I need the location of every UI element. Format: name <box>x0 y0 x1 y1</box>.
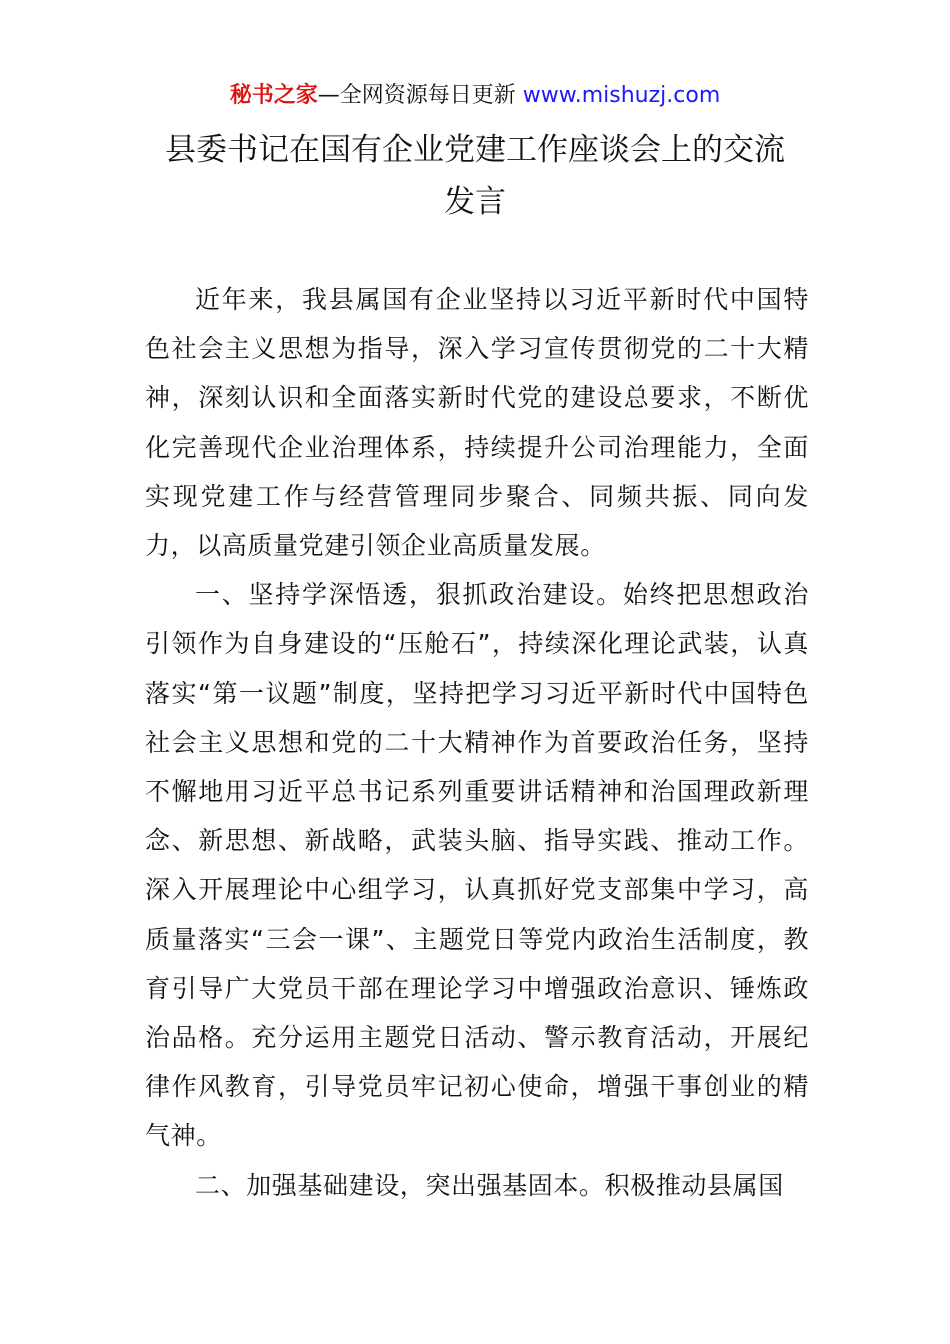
watermark-url: www.mishuzj.com <box>522 83 721 108</box>
watermark-tagline: —全网资源每日更新 <box>317 83 516 108</box>
watermark-header <box>0 80 950 112</box>
paragraph-intro: 近年来，我县属国有企业坚持以习近平新时代中国特色社会主义思想为指导，深入学习宣传贯彻党的二十大精神，深刻认识和全面落实新时代党的建设总要求，不断优化完善现代企业治理体系，持续提升公司治理能力，全面实现党建工作与经营管理同步聚合、同频共振、同向发力，以高质量党建引领企业高质量发展。 <box>145 285 809 561</box>
document-title-line-1: 县委书记在国有企业党建工作座谈会上的交流 <box>165 132 785 168</box>
document-body <box>145 275 809 1210</box>
paragraph-section-1: 一、坚持学深悟透，狠抓政治建设。始终把思想政治引领作为自身建设的“压舱石”，持续深化理论武装，认真落实“第一议题”制度，坚持把学习习近平新时代中国特色社会主义思想和党的二十大精神作为首要政治任务，坚持不懈地用习近平总书记系列重要讲话精神和治国理政新理念、新思想、新战略，武装头脑、指导实践、推动工作。深入开展理论中心组学习，认真抓好党支部集中学习，高质量落实“三会一课”、主题党日等党内政治生活制度，教育引导广大党员干部在理论学习中增强政治意识、锤炼政治品格。充分运用主题党日活动、警示教育活动，开展纪律作风教育，引导党员牢记初心使命，增强干事创业的精气神。 <box>145 580 809 1151</box>
document-title <box>140 124 810 228</box>
watermark-brand: 秘书之家 <box>229 83 318 108</box>
document-title-line-2: 发言 <box>444 184 506 220</box>
paragraph-section-2: 二、加强基础建设，突出强基固本。积极推动县属国 <box>195 1170 784 1200</box>
